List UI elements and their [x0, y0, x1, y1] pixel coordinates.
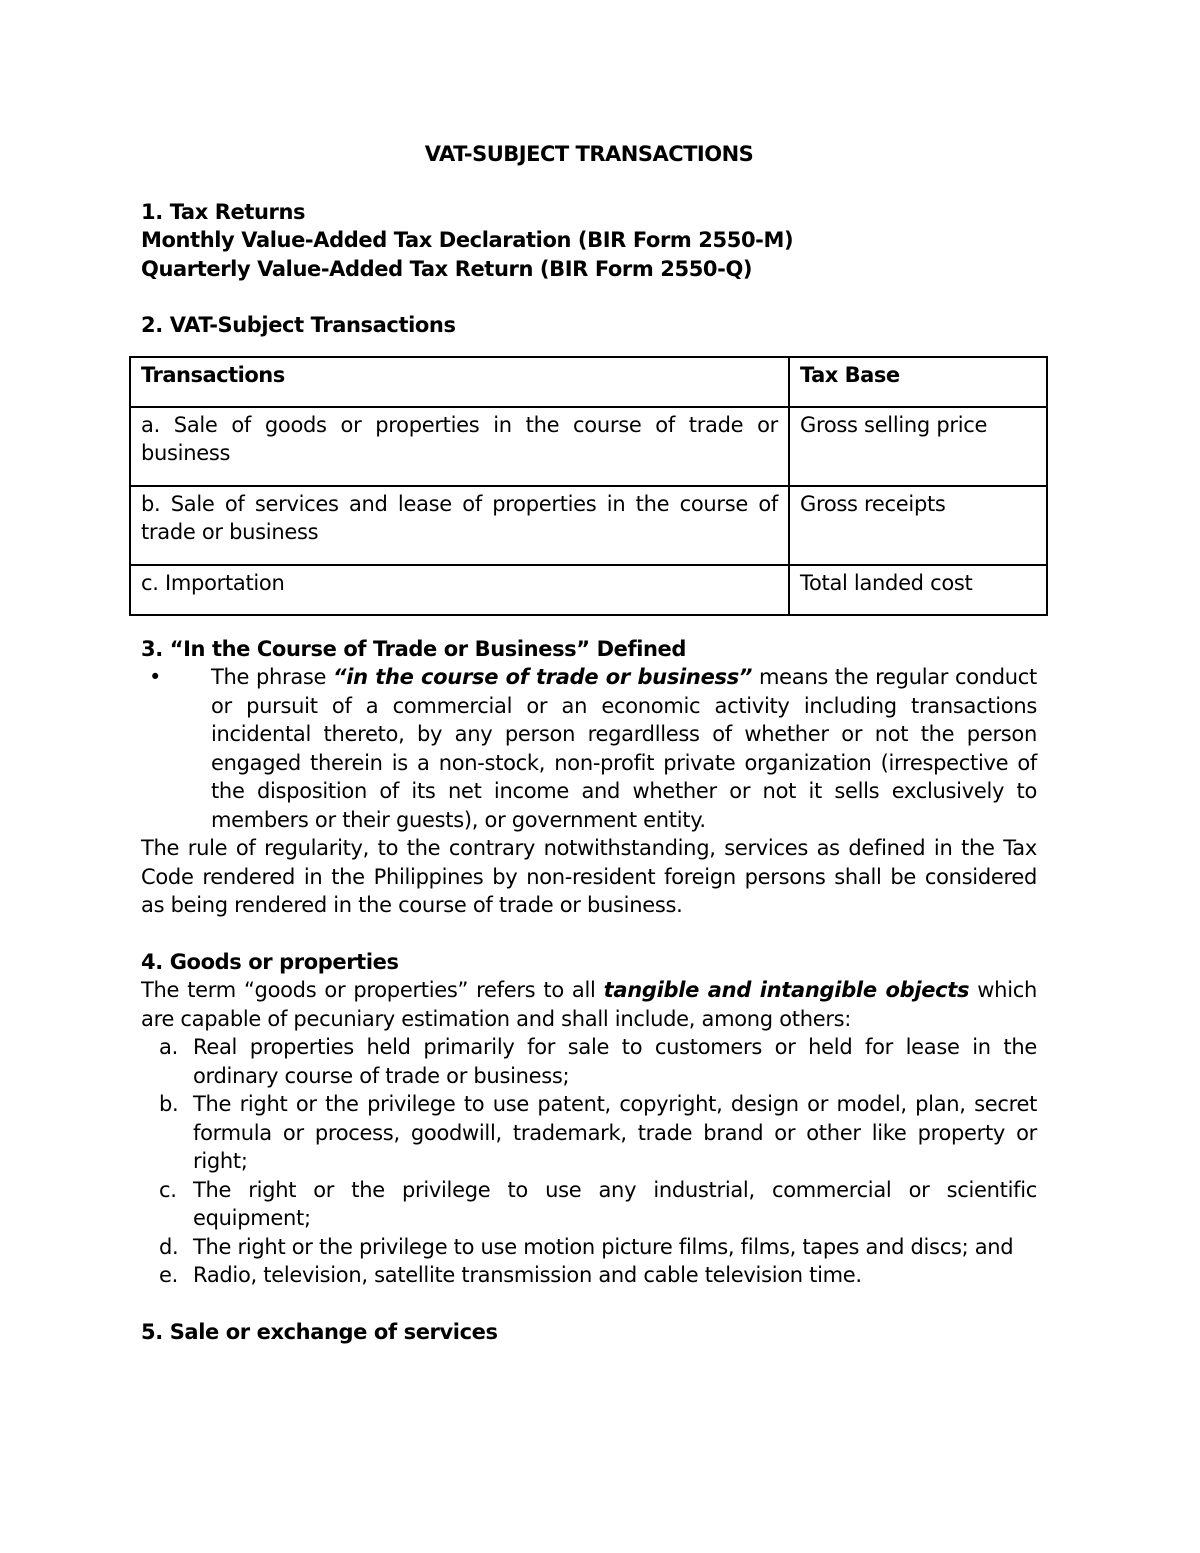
table-cell-transaction: a. Sale of goods or properties in the course of trade or business	[130, 407, 789, 486]
list-item	[159, 1176, 1037, 1233]
page-title: VAT-SUBJECT TRANSACTIONS	[424, 142, 754, 166]
table-header-transactions: Transactions	[130, 357, 789, 407]
table-cell-transaction: b. Sale of services and lease of properties in the course of trade or business	[130, 486, 789, 565]
vat-transactions-table	[129, 356, 1048, 616]
list-item-text: The right or the privilege to use any industrial, commercial or scientific equipment;	[193, 1177, 1037, 1230]
form-2550m-line: Monthly Value-Added Tax Declaration (BIR Form 2550-M)	[141, 228, 794, 252]
spacer	[141, 920, 1037, 948]
list-marker: d.	[159, 1234, 179, 1259]
table-cell-tax-base: Total landed cost	[789, 565, 1047, 615]
list-marker: a.	[159, 1035, 178, 1059]
section-3-heading: 3. “In the Course of Trade or Business” Defined	[141, 636, 687, 661]
list-item-text: Radio, television, satellite transmission and cable television time.	[193, 1263, 862, 1287]
bullet-emphasis: “in the course of trade or business”	[333, 665, 753, 689]
spacer	[141, 283, 1037, 311]
goods-intro-rest: which are capable of pecuniary estimation and shall include, among others:	[141, 978, 1037, 1031]
section-1-heading: 1. Tax Returns	[141, 199, 306, 224]
list-marker: e.	[159, 1263, 178, 1287]
table-header-row	[130, 357, 1047, 407]
table-cell-transaction: c. Importation	[130, 565, 789, 615]
goods-intro-prefix: The term “goods or properties” refers to all	[141, 978, 604, 1002]
table-row	[130, 407, 1047, 486]
list-item	[159, 1033, 1037, 1090]
list-item-text: Real properties held primarily for sale to customers or held for lease in the ordinary course of trade or business;	[193, 1035, 1037, 1088]
list-marker: c.	[159, 1177, 177, 1202]
section-4-heading: 4. Goods or properties	[141, 949, 399, 974]
bullet-icon: •	[149, 665, 162, 689]
list-item-text: The right or the privilege to use patent, copyright, design or model, plan, secret formula or process, goodwill, trademark, trade brand or other like property or right;	[193, 1092, 1037, 1173]
form-2550q-line: Quarterly Value-Added Tax Return (BIR Form 2550-Q)	[141, 256, 753, 281]
bullet-prefix: The phrase	[211, 665, 333, 689]
list-item-text: The right or the privilege to use motion picture films, films, tapes and discs; and	[193, 1234, 1014, 1259]
table-cell-tax-base: Gross receipts	[789, 486, 1047, 565]
list-item	[149, 663, 1037, 834]
list-item	[159, 1261, 1037, 1290]
section-5-heading: 5. Sale or exchange of services	[141, 1319, 498, 1344]
table-row	[130, 565, 1047, 615]
table-header-tax-base: Tax Base	[789, 357, 1047, 407]
goods-intro-paragraph	[141, 976, 1037, 1033]
goods-list	[141, 1033, 1037, 1290]
bullet-text: means the regular conduct or pursuit of a commercial or an economic activity including transactions incidental thereto, by any person regardlless of whether or not the person engaged therein is a non-stock, non-profit private organization (irrespective of the disposition of its net income and whether or not it sells exclusively to members or their guests), or government entity.	[211, 665, 1037, 832]
list-item	[159, 1233, 1037, 1262]
table-row	[130, 486, 1047, 565]
list-marker: b.	[159, 1092, 179, 1116]
rule-of-regularity-paragraph: The rule of regularity, to the contrary notwithstanding, services as defined in the Tax Code rendered in the Philippines by non-resident foreign persons shall be considered as being rendered in the course of trade or business.	[141, 836, 1037, 917]
section-2-heading: 2. VAT-Subject Transactions	[141, 313, 456, 337]
spacer	[141, 1290, 1037, 1318]
goods-intro-emphasis: tangible and intangible objects	[603, 978, 970, 1002]
definition-bullet-list	[141, 663, 1037, 834]
table-cell-tax-base: Gross selling price	[789, 407, 1047, 486]
list-item	[159, 1090, 1037, 1176]
document-page	[141, 140, 1037, 1346]
